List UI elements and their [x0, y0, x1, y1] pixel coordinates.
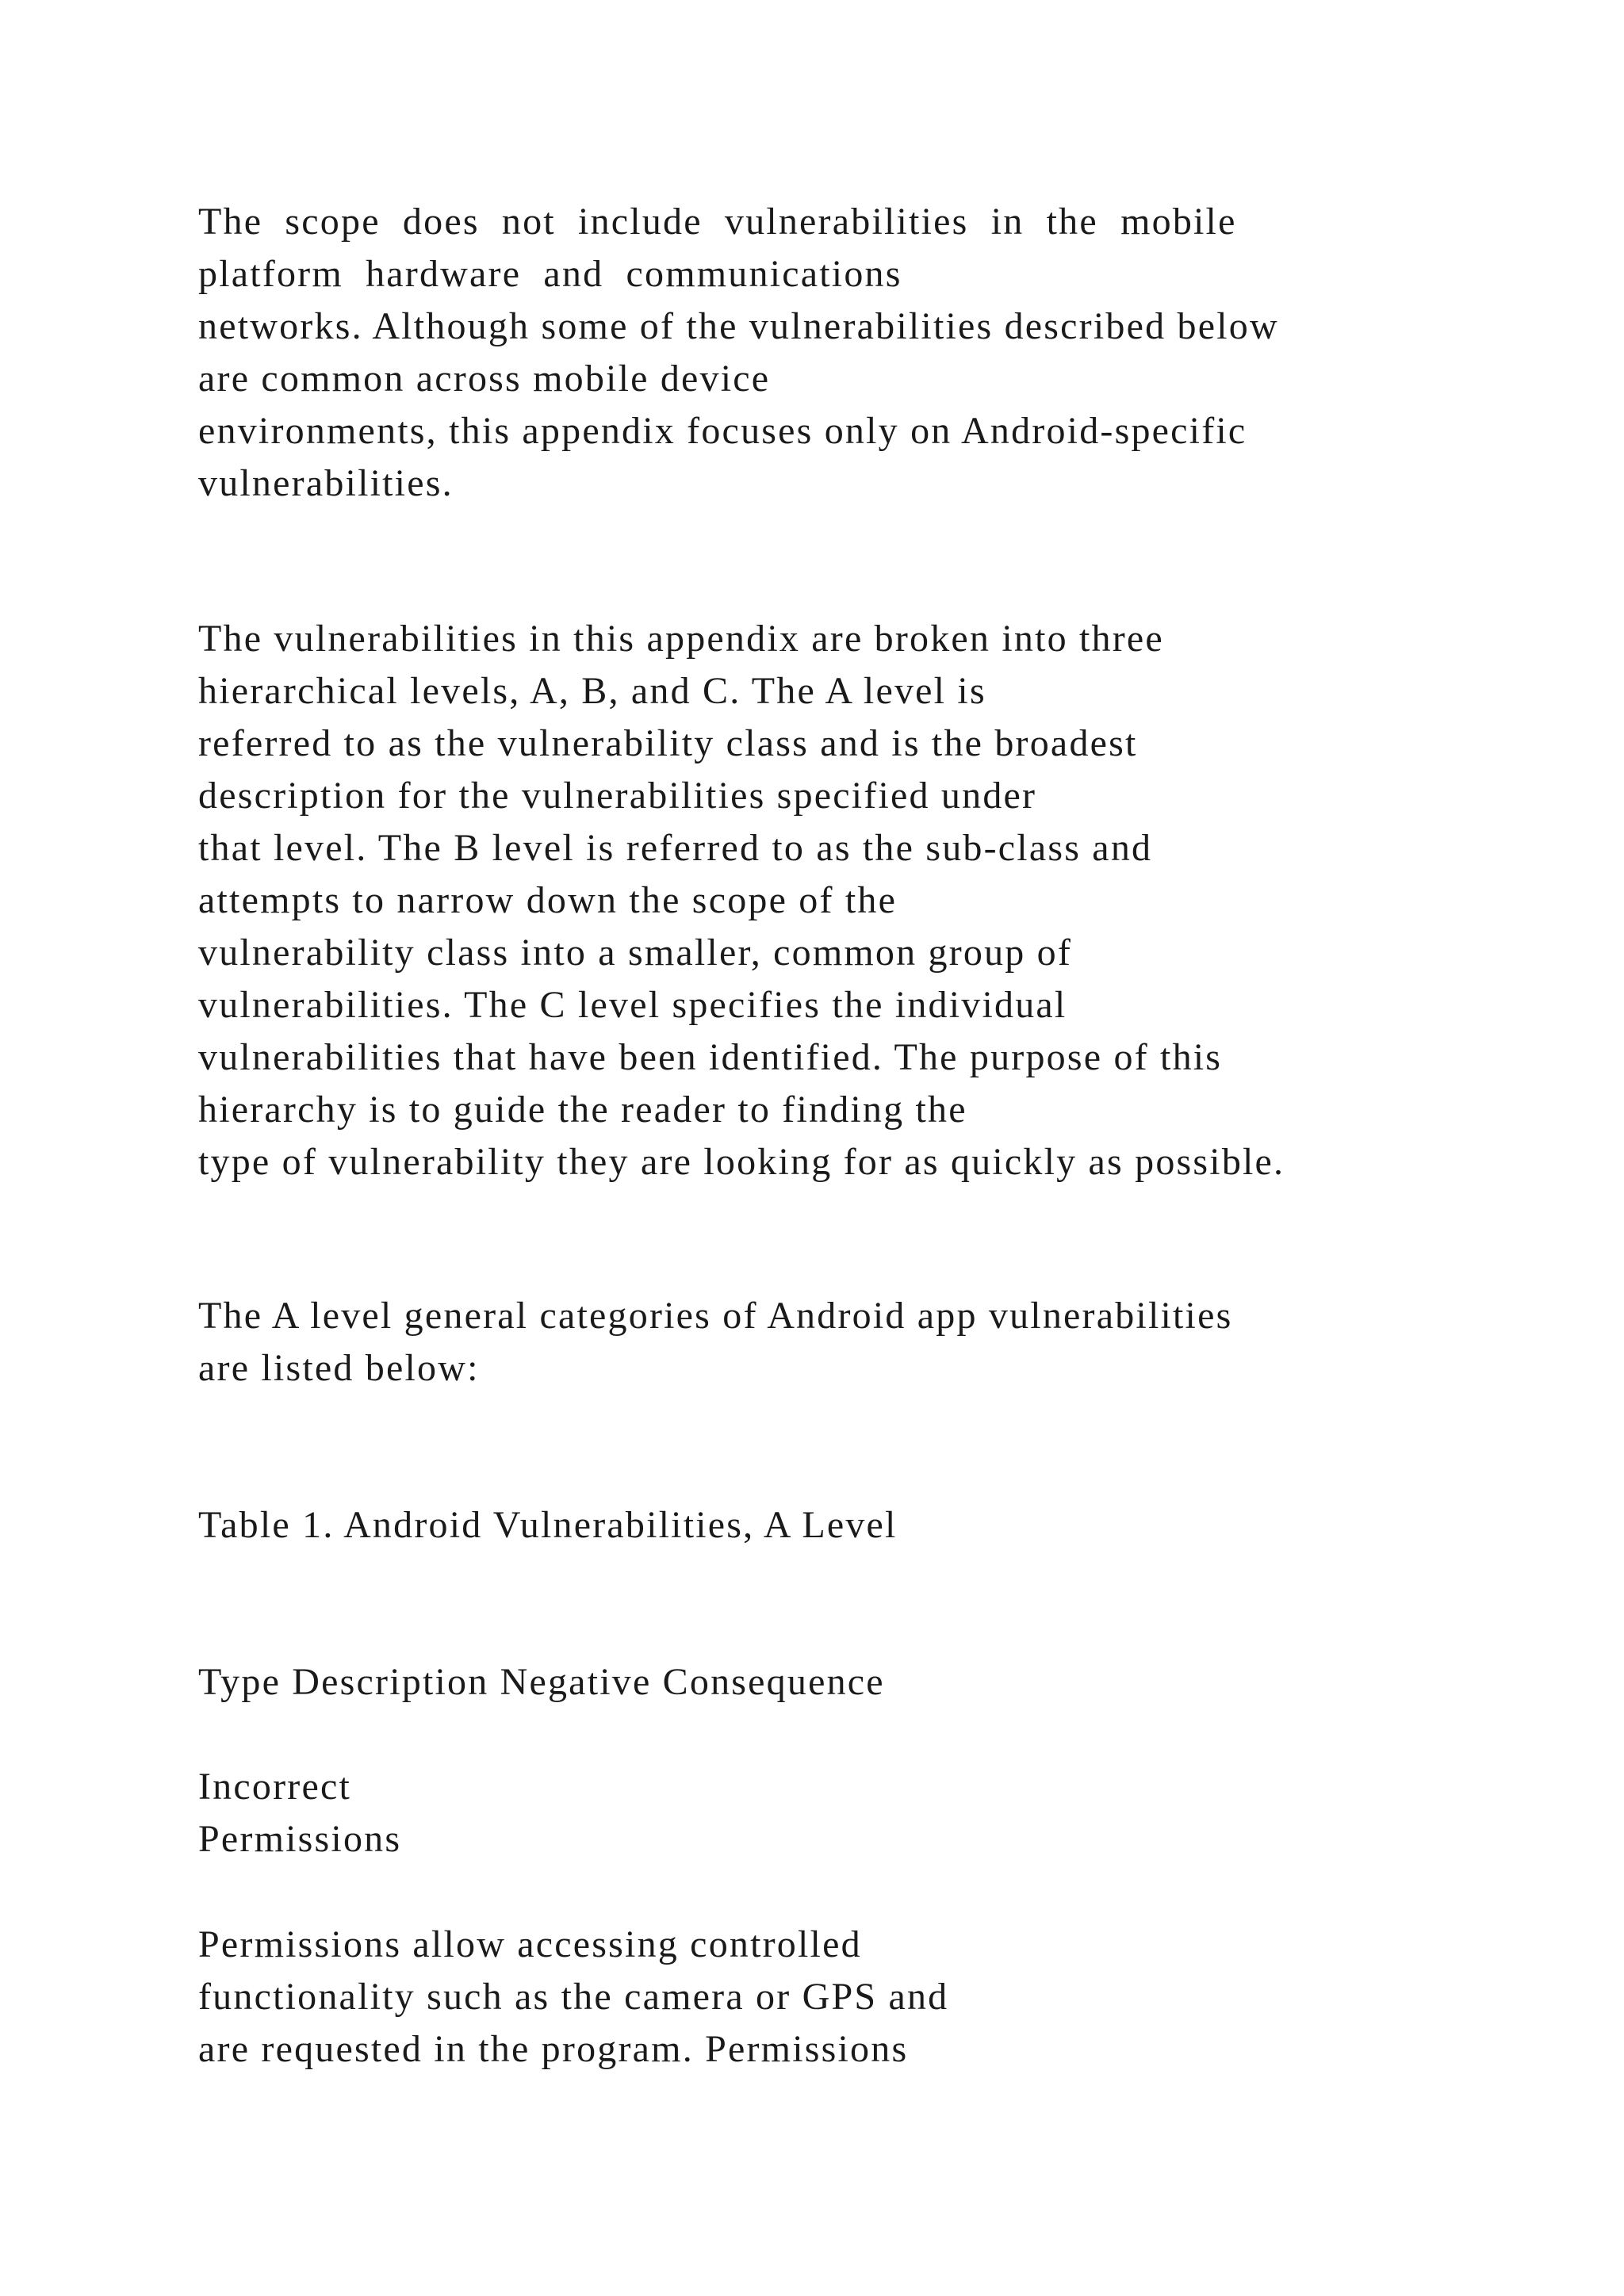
table-cell-type — [198, 1761, 1467, 1866]
text-line: The scope does not include vulnerabilities in the mobile — [198, 201, 1237, 243]
text-line: The A level general categories of Android app vulnerabilities — [198, 1295, 1233, 1337]
table-header — [198, 1656, 1467, 1709]
text-line: vulnerability class into a smaller, common group of — [198, 932, 1073, 974]
text-line: that level. The B level is referred to as the sub-class and — [198, 827, 1153, 869]
text-line: Permissions allow accessing controlled — [198, 1923, 862, 1965]
table-cell-description — [198, 1919, 1467, 2076]
text-line: are requested in the program. Permissions — [198, 2028, 909, 2070]
paragraph-scope — [198, 196, 1467, 510]
text-line: hierarchical levels, A, B, and C. The A level is — [198, 670, 986, 712]
text-line: vulnerabilities. — [198, 462, 454, 504]
text-line: are listed below: — [198, 1347, 480, 1389]
text-line: referred to as the vulnerability class and is the broadest — [198, 722, 1138, 764]
text-line: attempts to narrow down the scope of the — [198, 879, 898, 921]
text-line: Permissions — [198, 1818, 402, 1860]
table-header-text: Type Description Negative Consequence — [198, 1661, 885, 1703]
table-caption — [198, 1499, 1467, 1552]
text-line: platform hardware and communications — [198, 253, 902, 295]
table-caption-text: Table 1. Android Vulnerabilities, A Level — [198, 1504, 898, 1546]
text-line: The vulnerabilities in this appendix are broken into three — [198, 618, 1164, 660]
text-line: type of vulnerability they are looking for as quickly as possible. — [198, 1141, 1285, 1183]
text-line: are common across mobile device — [198, 358, 771, 400]
text-line: Incorrect — [198, 1766, 352, 1808]
text-line: networks. Although some of the vulnerabilities described below — [198, 305, 1279, 347]
text-line: environments, this appendix focuses only on Android-specific — [198, 410, 1247, 452]
text-line: functionality such as the camera or GPS and — [198, 1976, 949, 2018]
paragraph-categories-intro — [198, 1290, 1467, 1395]
text-line: vulnerabilities that have been identified. The purpose of this — [198, 1036, 1223, 1078]
paragraph-hierarchy — [198, 613, 1467, 1188]
text-line: description for the vulnerabilities specified under — [198, 775, 1037, 817]
text-line: hierarchy is to guide the reader to finding the — [198, 1089, 967, 1131]
text-line: vulnerabilities. The C level specifies the individual — [198, 984, 1067, 1026]
